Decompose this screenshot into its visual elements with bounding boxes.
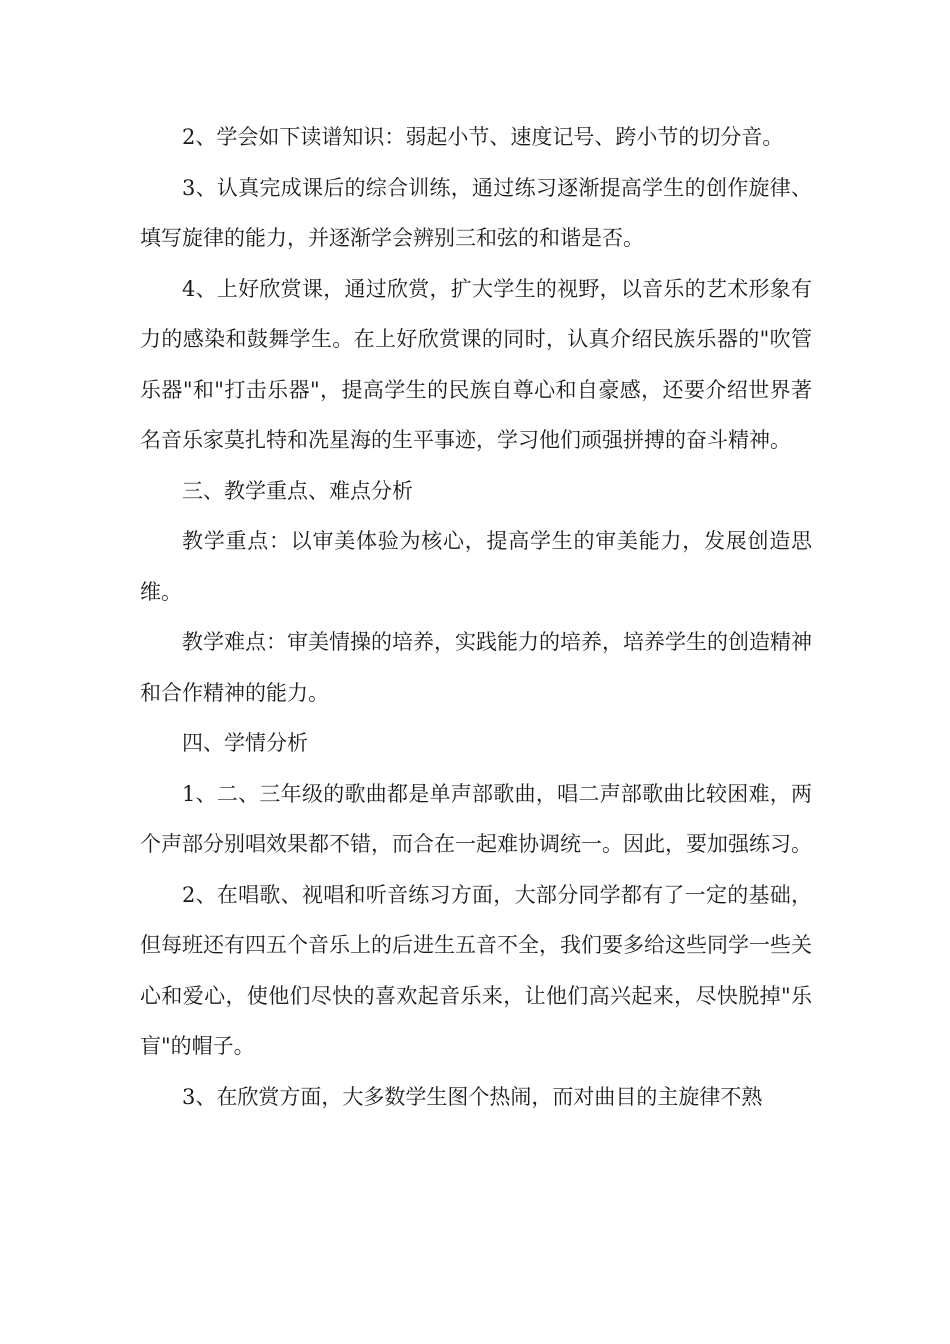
paragraph-teaching-difficulty: 教学难点：审美情操的培养，实践能力的培养，培养学生的创造精神和合作精神的能力。 [140, 630, 812, 705]
paragraph-reading-knowledge: 2、学会如下读谱知识：弱起小节、速度记号、跨小节的切分音。 [182, 125, 784, 149]
paragraph-two-part-singing: 1、二、三年级的歌曲都是单声部歌曲，唱二声部歌曲比较困难，两个声部分别唱效果都不错，而合在一起难协调统一。因此，要加强练习。 [140, 781, 812, 856]
section-heading-student-analysis: 四、学情分析 [182, 731, 308, 755]
document-body [140, 112, 812, 1122]
section-heading-key-points: 三、教学重点、难点分析 [182, 478, 413, 503]
paragraph-sight-singing: 2、在唱歌、视唱和听音练习方面，大部分同学都有了一定的基础，但每班还有四五个音乐上的后进生五音不全，我们要多给这些同学一些关心和爱心，使他们尽快的喜欢起音乐来，让他们高兴起来，尽快脱掉"乐盲"的帽子。 [140, 882, 812, 1058]
paragraph-teaching-focus: 教学重点：以审美体验为核心，提高学生的审美能力，发展创造思维。 [140, 529, 812, 604]
paragraph-appreciation-class: 4、上好欣赏课，通过欣赏，扩大学生的视野，以音乐的艺术形象有力的感染和鼓舞学生。在上好欣赏课的同时，认真介绍民族乐器的"吹管乐器"和"打击乐器"，提高学生的民族自尊心和自豪感，还要介绍世界著名音乐家莫扎特和冼星海的生平事迹，学习他们顽强拼搏的奋斗精神。 [140, 276, 812, 452]
paragraph-appreciation-aspect: 3、在欣赏方面，大多数学生图个热闹，而对曲目的主旋律不熟 [182, 1084, 763, 1109]
paragraph-comprehensive-training: 3、认真完成课后的综合训练，通过练习逐渐提高学生的创作旋律、填写旋律的能力，并逐渐学会辨别三和弦的和谐是否。 [140, 175, 812, 250]
